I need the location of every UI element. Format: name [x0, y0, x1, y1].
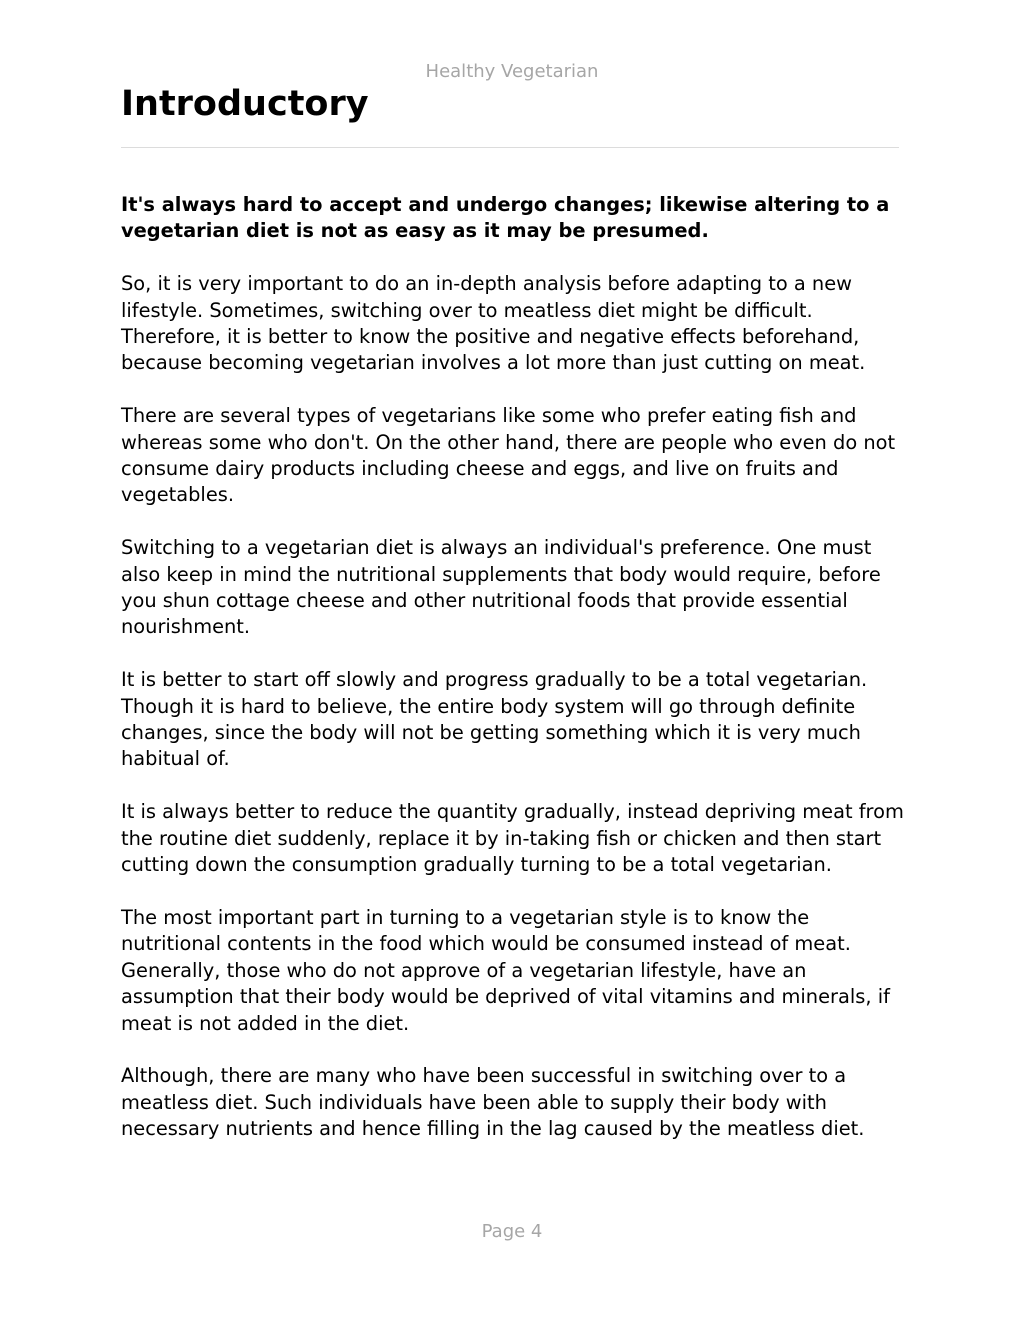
paragraph: Although, there are many who have been successful in switching over to a meatless diet. Such individuals have been able to supply their body with necessary nutrients and hence filling in the lag caused by the meatless diet.: [121, 1064, 865, 1141]
paragraph: It is better to start off slowly and progress gradually to be a total vegetarian. Though it is hard to believe, the entire body system will go through definite changes, since the body will not be getting something which it is very much habitual of.: [121, 668, 868, 771]
section-title: Introductory: [121, 84, 369, 124]
paragraph: It is always better to reduce the quantity gradually, instead depriving meat from the routine diet suddenly, replace it by in-taking fish or chicken and then start cutting down the consumption gradually turning to be a total vegetarian.: [121, 800, 904, 877]
body-text: [121, 192, 906, 1169]
heading-divider: [121, 147, 899, 148]
paragraph: The most important part in turning to a vegetarian style is to know the nutritional contents in the food which would be consumed instead of meat. Generally, those who do not approve of a vegetarian lifestyle, have an assumption that their body would be deprived of vital vitamins and minerals, if meat is not added in the diet.: [121, 905, 890, 1035]
running-header: Healthy Vegetarian: [425, 61, 599, 82]
page-number: Page 4: [481, 1221, 543, 1242]
lead-paragraph: It's always hard to accept and undergo changes; likewise altering to a vegetarian diet is not as easy as it may be presumed.: [121, 193, 890, 243]
paragraph: So, it is very important to do an in-depth analysis before adapting to a new lifestyle. Sometimes, switching over to meatless diet might be difficult. Therefore, it is better to know the positive and negative effects beforehand, because becoming vegetarian involves a lot more than just cutting on meat.: [121, 272, 866, 375]
paragraph: There are several types of vegetarians like some who prefer eating fish and whereas some who don't. On the other hand, there are people who even do not consume dairy products including cheese and eggs, and live on fruits and vegetables.: [121, 404, 896, 507]
paragraph: Switching to a vegetarian diet is always an individual's preference. One must also keep in mind the nutritional supplements that body would require, before you shun cottage cheese and other nutritional foods that provide essential nourishment.: [121, 536, 881, 639]
